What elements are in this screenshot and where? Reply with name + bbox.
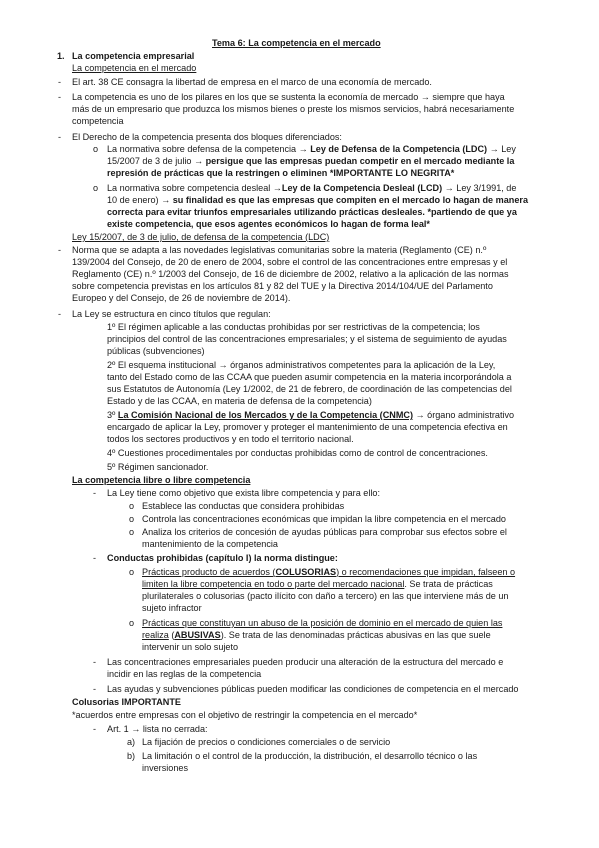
abusivas-line: intervenir un solo sujeto	[142, 642, 239, 652]
lcd-line	[107, 195, 528, 207]
titulo-4-line: 4º Cuestiones procedimentales por conductas prohibidas como de control de concentraciones.	[107, 448, 488, 458]
paragraph-line: competencia	[72, 116, 124, 126]
circle-bullet: o	[129, 501, 135, 511]
colusorias-heading: Colusorias IMPORTANTE	[72, 697, 181, 707]
dash-bullet: -	[58, 309, 62, 319]
colusorias-term: COLUSORIAS	[275, 567, 337, 577]
dash-bullet: -	[58, 132, 62, 142]
paragraph-derecho: El Derecho de la competencia presenta dos bloques diferenciados:	[72, 132, 342, 142]
ldc-text: La normativa sobre defensa de la competencia →	[107, 144, 311, 154]
concentraciones-line: incidir en las reglas de la competencia	[107, 669, 262, 679]
abusivas-line: Prácticas que constituyan un abuso de la posición de dominio en el mercado de quien las	[142, 618, 503, 628]
norma-line: Norma que se adapta a las novedades legislativas comunitarias sobre la materia (Reglamento (CE) n.º	[72, 245, 487, 255]
ldc-text: → Ley	[487, 144, 516, 154]
paragraph-art38: El art. 38 CE consagra la libertad de empresa en el marco de una economía de mercado.	[72, 77, 432, 87]
titulo-5-line: 5º Régimen sancionador.	[107, 462, 209, 472]
dash-bullet: -	[93, 684, 97, 694]
colusorias-text: . Se trata de prácticas	[404, 579, 493, 589]
cnmc-name: La Comisión Nacional de los Mercados y de la Competencia (CNMC)	[117, 410, 414, 420]
acuerdos-note: *acuerdos entre empresas con el objetivo de restringir la competencia en el mercado*	[72, 710, 418, 720]
norma-line: sobre competencia previstas en los artículos 81 y 82 del TUE y la Directiva 2014/104/UE del Parlamento	[72, 281, 493, 291]
paragraph-line: La competencia es uno de los pilares en los que se sustenta la economía de mercado → siempre que haya	[72, 92, 505, 102]
ldc-emphasis: persigue que las empresas puedan competir en el mercado mediante la	[205, 156, 515, 166]
titulo-1-line: 1º El régimen aplicable a las conductas prohibidas por ser restrictivas de la competencia; los	[107, 322, 480, 332]
colusorias-line	[142, 567, 515, 579]
estructura-line: La Ley se estructura en cinco títulos que regulan:	[72, 309, 271, 319]
ldc-line: represión de prácticas que la restringen o eliminen *IMPORTANTE LO NEGRITA*	[107, 168, 455, 178]
norma-line: 139/2004 del Consejo, de 20 de enero de 2004, sobre el control de las concentraciones entre empresas y el	[72, 257, 508, 267]
titulo-3-line: encargado de aplicar la Ley, promover y proteger el mantenimiento de una competencia efectiva en	[107, 422, 508, 432]
libre-item: mantenimiento de la competencia	[142, 539, 278, 549]
dash-bullet: -	[93, 657, 97, 667]
dash-bullet: -	[93, 488, 97, 498]
abusivas-term: ABUSIVAS	[174, 630, 221, 640]
lista-item: La limitación o el control de la producción, la distribución, el desarrollo técnico o las	[142, 751, 478, 761]
titulo-2-line: tanto del Estado como de las CCAA que pueden asumir competencia en la materia incorporándola a	[107, 372, 512, 382]
list-marker: b)	[127, 751, 136, 761]
list-marker: a)	[127, 737, 136, 747]
lcd-emphasis: su finalidad es que las empresas que compiten en el mercado lo hagan de manera	[172, 195, 528, 205]
circle-bullet: o	[93, 183, 99, 193]
abusivas-text: (	[168, 630, 175, 640]
art1-line: Art. 1 → lista no cerrada:	[107, 724, 208, 734]
ley-heading: Ley 15/2007, de 3 de julio, de defensa de la competencia (LDC)	[72, 232, 330, 242]
circle-bullet: o	[129, 618, 135, 628]
lcd-line: existe competencia, que esos agentes económicos lo hagan de forma leal*	[107, 219, 430, 229]
titulo-2-line: sus Estatutos de Autonomía (Ley 1/2002, de 21 de febrero, de coordinación de las competencias del	[107, 384, 512, 394]
titulo-1-line: públicas (subvenciones)	[107, 346, 205, 356]
circle-bullet: o	[129, 514, 135, 524]
abusivas-line	[142, 630, 491, 642]
colusorias-line: plurilaterales o colusorias (pacto ilícito con daño a tercero) en las que interviene más de un	[142, 591, 509, 601]
lcd-text: La normativa sobre competencia desleal →	[107, 183, 282, 193]
norma-line: Reglamento (CE) n.º 1/2003 del Consejo, de 16 de diciembre de 2002, relativo a la aplicación de las normas	[72, 269, 509, 279]
dash-bullet: -	[58, 245, 62, 255]
lista-item: La fijación de precios o condiciones comerciales o de servicio	[142, 737, 391, 747]
titulo-3-line: todos los sectores productivos y en todo el territorio nacional.	[107, 434, 354, 444]
circle-bullet: o	[93, 144, 99, 154]
circle-bullet: o	[129, 527, 135, 537]
ldc-text: 15/2007 de 3 de julio →	[107, 156, 206, 166]
dash-bullet: -	[58, 77, 62, 87]
ldc-line	[107, 156, 514, 168]
dash-bullet: -	[93, 553, 97, 563]
colusorias-text: limiten la libre competencia en todo o parte del mercado nacional	[142, 579, 405, 589]
paragraph-line: más de un empresario que produzca los mismos bienes o preste los mismos servicios, habrá necesariamente	[72, 104, 515, 114]
concentraciones-line: Las concentraciones empresariales pueden producir una alteración de la estructura del mercado e	[107, 657, 504, 667]
libre-item: Controla las concentraciones económicas que impidan la libre competencia en el mercado	[142, 514, 506, 524]
document-title: Tema 6: La competencia en el mercado	[212, 38, 381, 48]
norma-line: Europeo y del Consejo, de 26 de noviembre de 2014).	[72, 293, 291, 303]
libre-item: Analiza los criterios de concesión de ayudas públicas para comprobar sus efectos sobre el	[142, 527, 507, 537]
circle-bullet: o	[129, 567, 135, 577]
ayudas-line: Las ayudas y subvenciones públicas pueden modificar las condiciones de competencia en el mercado	[107, 684, 519, 694]
lcd-line: correcta para evitar triunfos empresariales utilizando prácticas desleales. *partiendo de que ya	[107, 207, 517, 217]
section-number: 1.	[57, 51, 65, 61]
dash-bullet: -	[58, 92, 62, 102]
libre-item: Establece las conductas que considera prohibidas	[142, 501, 345, 511]
colusorias-line	[142, 579, 493, 591]
titulo-3-number: 3º	[107, 410, 118, 420]
libre-competencia-heading: La competencia libre o libre competencia	[72, 475, 251, 485]
colusorias-text: ) o recomendaciones que impidan, falseen o	[336, 567, 516, 577]
lcd-name: Ley de la Competencia Desleal (LCD)	[281, 183, 443, 193]
abusivas-text: ). Se trata de las denominadas prácticas abusivas en las que suele	[220, 630, 491, 640]
ldc-name: Ley de Defensa de la Competencia (LDC)	[310, 144, 488, 154]
lcd-line	[107, 183, 516, 195]
libre-intro: La Ley tiene como objetivo que exista libre competencia y para ello:	[107, 488, 380, 498]
lcd-text: → Ley 3/1991, de	[442, 183, 517, 193]
titulo-2-line: 2º El esquema institucional → órganos administrativos competentes para la aplicación de la Ley,	[107, 360, 496, 370]
section-subheading: La competencia en el mercado	[72, 63, 197, 73]
dash-bullet: -	[93, 724, 97, 734]
lcd-text: 10 de enero) →	[107, 195, 173, 205]
abusivas-text: realiza	[142, 630, 169, 640]
colusorias-text: Prácticas producto de acuerdos (	[142, 567, 276, 577]
titulo-3-text: → órgano administrativo	[413, 410, 515, 420]
lista-item: inversiones	[142, 763, 188, 773]
titulo-1-line: principios del control de las concentraciones empresariales; y el sistema de seguimiento de ayudas	[107, 334, 507, 344]
prohibidas-heading: Conductas prohibidas (capítulo I) la norma distingue:	[107, 553, 338, 563]
section-heading: La competencia empresarial	[72, 51, 195, 61]
titulo-2-line: Estado y de las CCAA, en materia de defensa de la competencia)	[107, 396, 372, 406]
titulo-3-line	[107, 410, 514, 422]
colusorias-line: sujeto infractor	[142, 603, 202, 613]
ldc-line	[107, 144, 516, 156]
